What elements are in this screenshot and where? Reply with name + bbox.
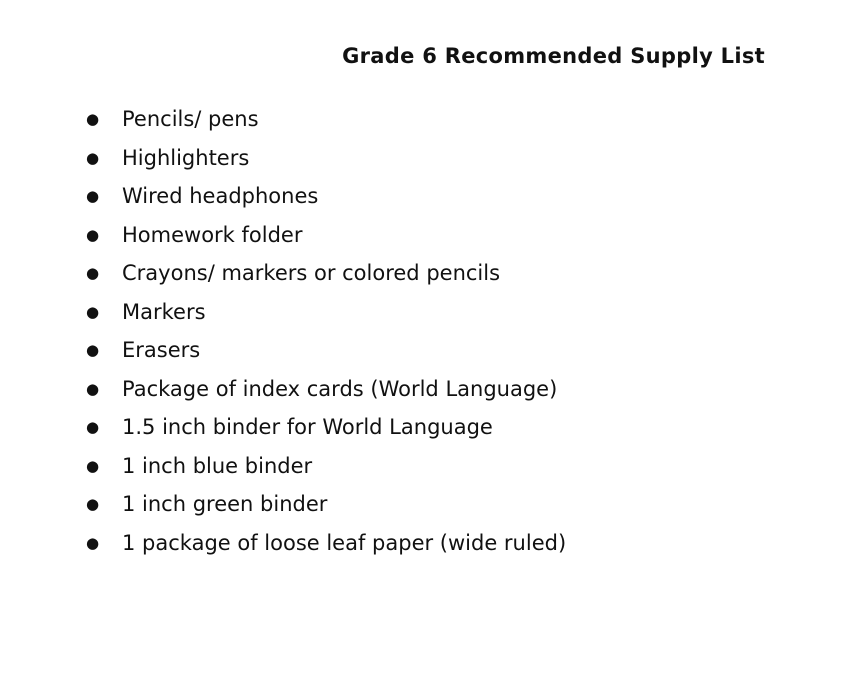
bullet-icon: ● — [86, 302, 100, 321]
list-item-text: Homework folder — [122, 222, 303, 247]
bullet-icon: ● — [86, 533, 100, 552]
list-item-text: Package of index cards (World Language) — [122, 376, 558, 401]
bullet-icon: ● — [86, 456, 100, 475]
list-item-text: Highlighters — [122, 145, 250, 170]
list-item — [84, 526, 566, 565]
list-item-text: 1.5 inch binder for World Language — [122, 415, 493, 439]
bullet-icon: ● — [86, 148, 100, 167]
list-item-text: 1 inch green binder — [122, 492, 328, 516]
list-item-text: Wired headphones — [122, 184, 319, 208]
list-item — [84, 333, 566, 372]
bullet-icon: ● — [86, 495, 100, 513]
bullet-icon: ● — [86, 187, 100, 205]
page-title: Grade 6 Recommended Supply List — [342, 44, 765, 68]
list-item-text: 1 inch blue binder — [122, 453, 313, 478]
list-item — [84, 141, 566, 180]
list-item-text: Markers — [122, 299, 206, 324]
list-item — [84, 102, 566, 141]
list-item — [84, 295, 566, 334]
bullet-icon: ● — [86, 379, 100, 398]
list-item — [84, 179, 566, 218]
list-item — [84, 218, 566, 257]
list-item-text: Erasers — [122, 338, 201, 362]
list-item-text: 1 package of loose leaf paper (wide ruled) — [122, 530, 567, 555]
bullet-icon: ● — [86, 418, 100, 436]
list-item — [84, 410, 566, 449]
bullet-icon: ● — [86, 110, 100, 128]
list-item-text: Crayons/ markers or colored pencils — [122, 261, 501, 285]
bullet-icon: ● — [86, 341, 100, 359]
bullet-icon: ● — [86, 264, 100, 282]
list-item-text: Pencils/ pens — [122, 107, 259, 131]
bullet-icon: ● — [86, 225, 100, 244]
list-item — [84, 256, 566, 295]
list-item — [84, 372, 566, 411]
list-item — [84, 487, 566, 526]
supply-list — [84, 102, 566, 564]
list-item — [84, 449, 566, 488]
